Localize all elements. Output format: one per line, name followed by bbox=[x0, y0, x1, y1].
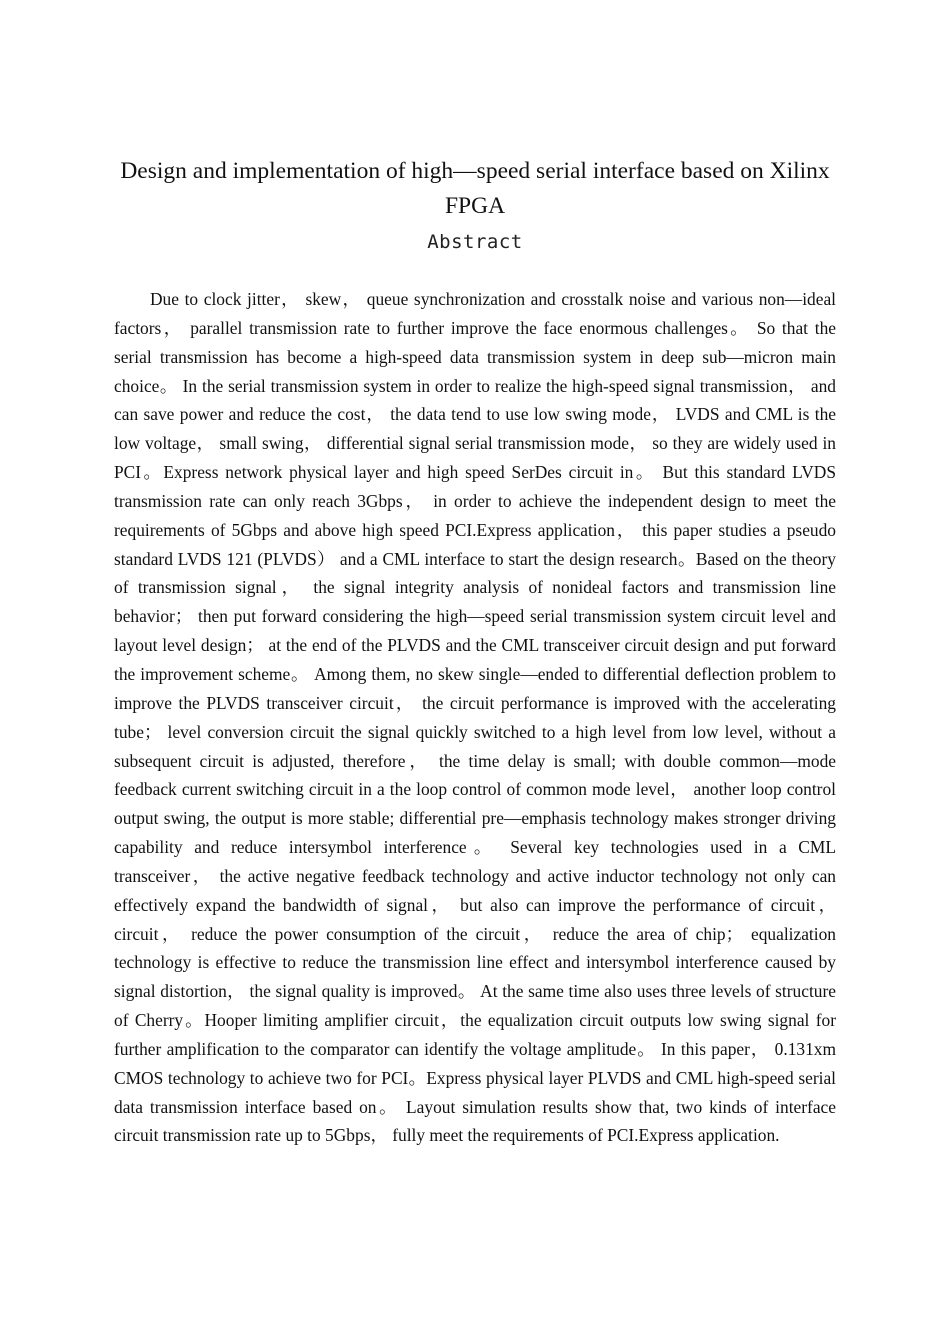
paper-title: Design and implementation of high—speed serial interface based on Xilinx FPGA bbox=[120, 158, 830, 219]
abstract-body: Due to clock jitter， skew， queue synchronization and crosstalk noise and various non—ideal factors， parallel transmission rate to further improve the face enormous challenges。 So that the serial transmission has become a high-speed data transmission system in deep sub—micron main choice。 In the serial transmission system in order to realize the high-speed signal transmission， and can save power and reduce the cost， the data tend to use low swing mode， LVDS and CML is the low voltage， small swing， differential signal serial transmission mode， so they are widely used in PCI。Express network physical layer and high speed SerDes circuit in。 But this standard LVDS transmission rate can only reach 3Gbps， in order to achieve the independent design to meet the requirements of 5Gbps and above high speed PCI.Express application， this paper studies a pseudo standard LVDS 121 (PLVDS） and a CML interface to start the design research。Based on the theory of transmission signal， the signal integrity analysis of nonideal factors and transmission line behavior； then put forward considering the high—speed serial transmission system circuit level and layout level design； at the end of the PLVDS and the CML transceiver circuit design and put forward the improvement scheme。 Among them, no skew single—ended to differential deflection problem to improve the PLVDS transceiver circuit， the circuit performance is improved with the accelerating tube； level conversion circuit the signal quickly switched to a high level from low level, without a subsequent circuit is adjusted, therefore， the time delay is small; with double common—mode feedback current switching circuit in a the loop control of common mode level， another loop control output swing, the output is more stable; differential pre—emphasis technology makes stronger driving capability and reduce intersymbol interference。 Several key technologies used in a CML transceiver， the active negative feedback technology and active inductor technology not only can effectively expand the bandwidth of signal， but also can improve the performance of circuit， circuit， reduce the power consumption of the circuit， reduce the area of chip； equalization technology is effective to reduce the transmission line effect and intersymbol interference caused by signal distortion， the signal quality is improved。 At the same time also uses three levels of structure of Cherry。Hooper limiting amplifier circuit，the equalization circuit outputs low swing signal for further amplification to the comparator can identify the voltage amplitude。 In this paper， 0.131xm CMOS technology to achieve two for PCI。Express physical layer PLVDS and CML high-speed serial data transmission interface based on。 Layout simulation results show that, two kinds of interface circuit transmission rate up to 5Gbps， fully meet the requirements of PCI.Express application. bbox=[114, 289, 836, 1146]
abstract-heading: Abstract bbox=[427, 231, 523, 253]
